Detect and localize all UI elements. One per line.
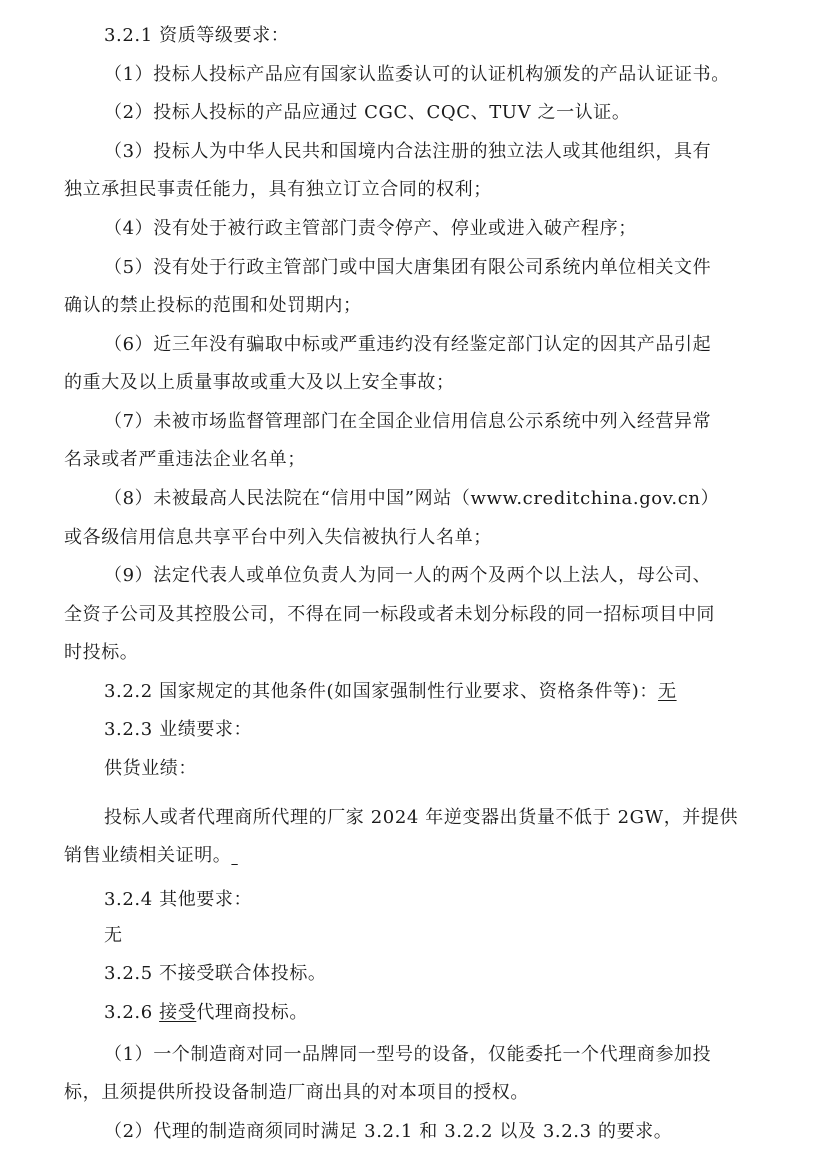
section-3-2-4-heading: 3.2.4 其他要求：: [104, 889, 253, 910]
requirement-item-6-line1: （6）近三年没有骗取中标或严重违约没有经鉴定部门认定的因其产品引起: [104, 334, 712, 355]
section-3-2-6-text: 代理商投标。: [196, 1002, 308, 1023]
section-3-2-6-underlined: 接受: [159, 1002, 197, 1023]
requirement-item-9-line1: （9）法定代表人或单位负责人为同一人的两个及两个以上法人，母公司、: [104, 565, 712, 586]
section-3-2-1-heading: 3.2.1 资质等级要求：: [104, 25, 290, 46]
requirement-item-9-line3: 时投标。: [64, 642, 139, 663]
performance-requirement-text: 销售业绩相关证明。: [64, 845, 232, 866]
requirement-item-4: （4）没有处于被行政主管部门责令停产、停业或进入破产程序；: [104, 218, 637, 239]
requirement-item-8-line2: 或各级信用信息共享平台中列入失信被执行人名单；: [64, 527, 492, 548]
requirement-item-7-line1: （7）未被市场监督管理部门在全国企业信用信息公示系统中列入经营异常: [104, 411, 712, 432]
requirement-item-7-line2: 名录或者严重违法企业名单；: [64, 449, 306, 470]
agent-item-2: （2）代理的制造商须同时满足 3.2.1 和 3.2.2 以及 3.2.3 的要求。: [104, 1121, 673, 1142]
requirement-item-8-line1: （8）未被最高人民法院在“信用中国”网站（www.creditchina.gov.cn）: [104, 488, 720, 509]
supply-performance-label: 供货业绩：: [104, 758, 197, 779]
requirement-item-2: （2）投标人投标的产品应通过 CGC、CQC、TUV 之一认证。: [104, 102, 631, 123]
requirement-item-1: （1）投标人投标产品应有国家认监委认可的认证机构颁发的产品认证证书。: [104, 64, 730, 85]
section-3-2-2-value: 无: [657, 681, 677, 702]
performance-requirement-line2: [0, 837, 824, 876]
agent-item-1-line2: 标，且须提供所投设备制造厂商出具的对本项目的授权。: [64, 1082, 529, 1103]
requirement-item-9-line2: 全资子公司及其控股公司，不得在同一标段或者未划分标段的同一招标项目中同: [64, 604, 715, 625]
performance-requirement-underline: [231, 845, 237, 866]
section-3-2-5-line: 3.2.5 不接受联合体投标。: [104, 963, 327, 984]
section-3-2-6-line: [0, 994, 824, 1033]
section-3-2-6-number: 3.2.6: [104, 1002, 160, 1023]
section-3-2-3-heading: 3.2.3 业绩要求：: [104, 719, 253, 740]
requirement-item-5-line2: 确认的禁止投标的范围和处罚期内；: [64, 295, 362, 316]
performance-requirement-line1: 投标人或者代理商所代理的厂家 2024 年逆变器出货量不低于 2GW，并提供: [104, 807, 739, 828]
requirement-item-3-line1: （3）投标人为中华人民共和国境内合法注册的独立法人或其他组织，具有: [104, 141, 712, 162]
section-3-2-2-text: 3.2.2 国家规定的其他条件(如国家强制性行业要求、资格条件等)：: [104, 681, 658, 702]
agent-item-1-line1: （1）一个制造商对同一品牌同一型号的设备，仅能委托一个代理商参加投: [104, 1044, 712, 1065]
section-3-2-4-value: 无: [104, 925, 123, 946]
requirement-item-5-line1: （5）没有处于行政主管部门或中国大唐集团有限公司系统内单位相关文件: [104, 257, 712, 278]
section-3-2-2-line: [0, 673, 824, 712]
requirement-item-6-line2: 的重大及以上质量事故或重大及以上安全事故；: [64, 372, 455, 393]
requirement-item-3-line2: 独立承担民事责任能力，具有独立订立合同的权利；: [64, 179, 492, 200]
